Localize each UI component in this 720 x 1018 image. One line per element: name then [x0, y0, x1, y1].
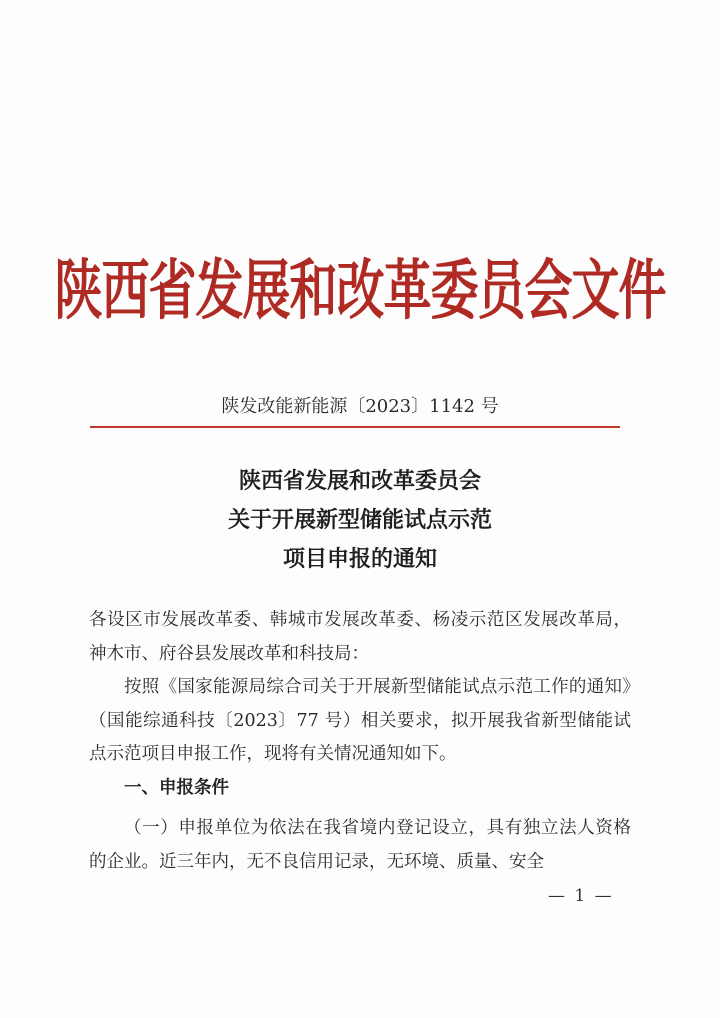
red-divider-line [90, 426, 620, 428]
document-red-header: 陕西省发展和改革委员会文件 [54, 252, 666, 329]
notice-title-line-1: 陕西省发展和改革委员会 [238, 468, 481, 494]
section-heading-1: 一、申报条件 [124, 778, 229, 798]
section-1-item-1: （一）申报单位为依法在我省境内登记设立，具有独立法人资格的企业。近三年内，无不良信用记录，无环境、质量、安全 [89, 818, 631, 872]
addressees-paragraph: 各设区市发展改革委、韩城市发展改革委、杨凌示范区发展改革局，神木市、府谷县发展改革和科技局： [89, 610, 631, 664]
intro-paragraph: 按照《国家能源局综合司关于开展新型储能试点示范工作的通知》（国能综通科技〔2023〕77 号）相关要求，拟开展我省新型储能试点示范项目申报工作，现将有关情况通知如下。 [89, 677, 631, 764]
notice-title-line-2: 关于开展新型储能试点示范 [227, 507, 492, 533]
notice-title-line-3: 项目申报的通知 [282, 546, 437, 572]
document-number: 陕发改能新能源〔2023〕1142 号 [221, 396, 499, 417]
page-number: — 1 — [548, 886, 614, 906]
